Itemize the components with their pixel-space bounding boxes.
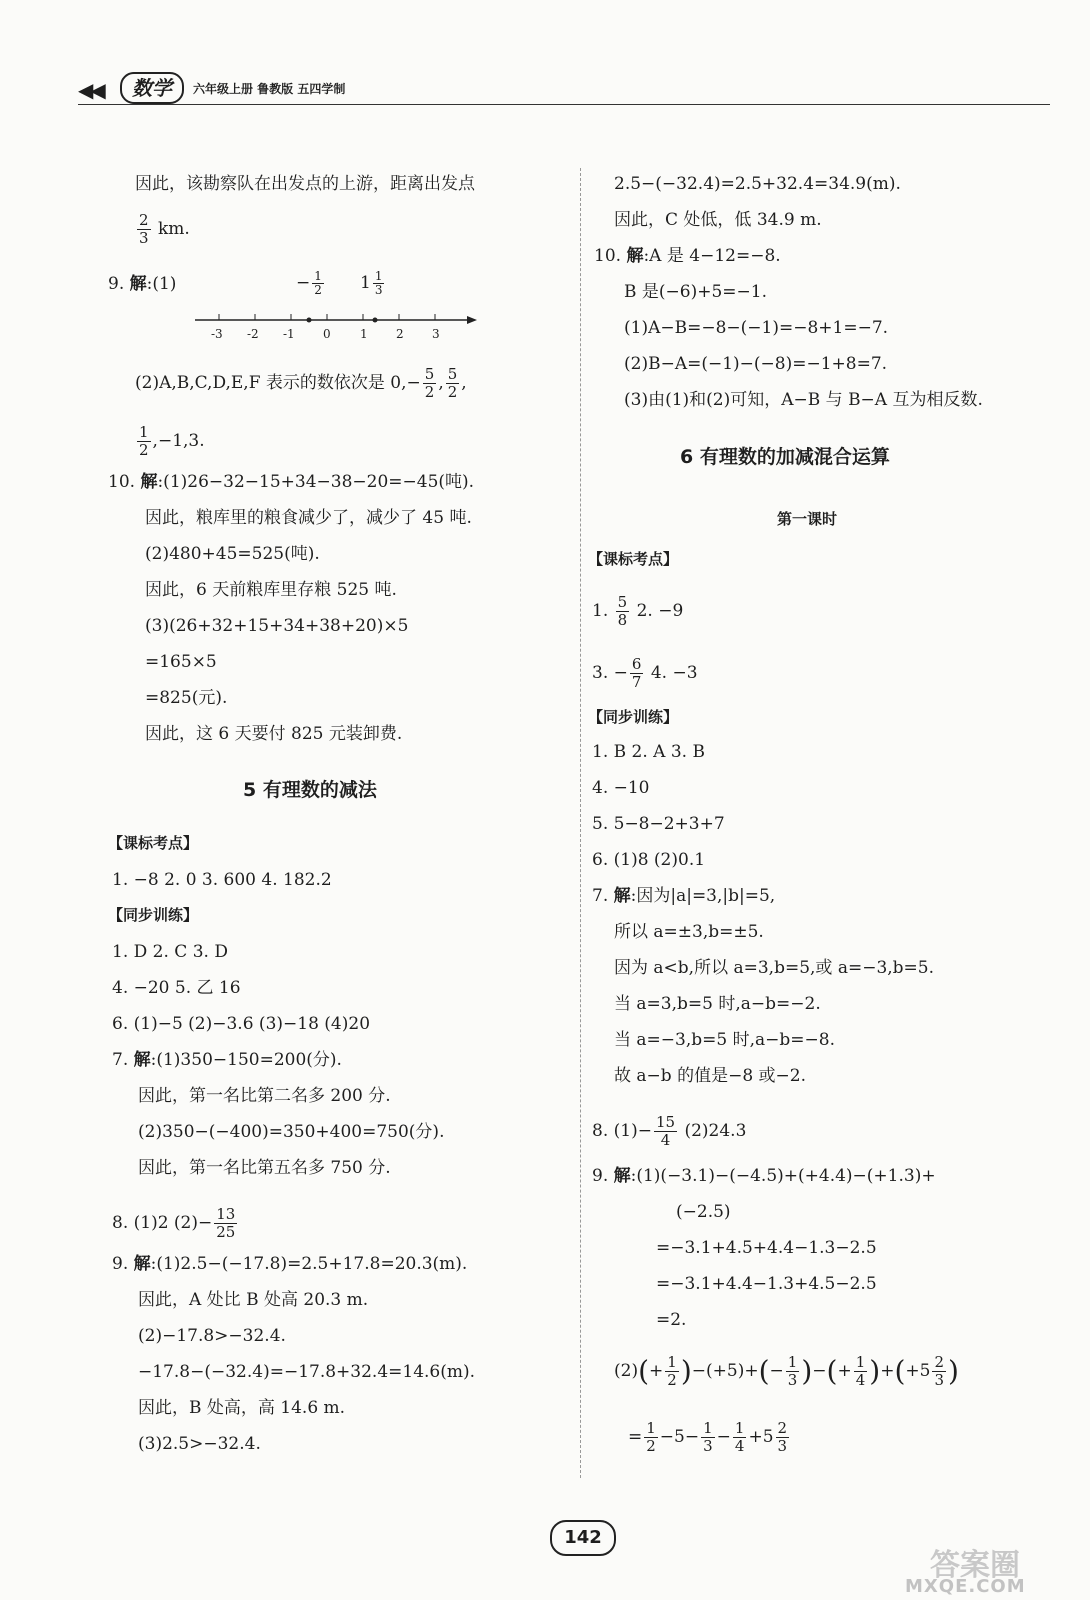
text-line: 因此，6 天前粮库里存粮 525 吨. [145, 580, 397, 600]
subject-badge: 数学 [120, 72, 184, 104]
text-line: =165×5 [145, 652, 217, 672]
text-line: 因此，A 处比 B 处高 20.3 m. [138, 1290, 369, 1310]
text-line: (2)350−(−400)=350+400=750(分). [138, 1122, 445, 1142]
text-line: 4. −10 [592, 778, 650, 798]
lesson-title: 第一课时 [777, 510, 838, 528]
text-line: (2)A,B,C,D,E,F 表示的数依次是 0,− $\frac{5}{2}$ , $\frac{5}{2}$ , [135, 365, 467, 401]
text-line: $\frac{1}{2}$ ,−1,3. [139, 423, 205, 459]
answer-line: 1. $\frac{5}{8}$ 2. −9 [592, 593, 684, 629]
subsection-title: 【同步训练】 [108, 906, 199, 924]
book-info: 六年级上册 鲁教版 五四学制 [193, 82, 346, 96]
text-line: 因此，粮库里的粮食减少了，减少了 45 吨. [145, 508, 472, 528]
column-divider [580, 168, 581, 1478]
tick-label: 0 [323, 327, 331, 341]
text-line: 4. −20 5. 乙 16 [112, 978, 241, 998]
text-line: (3)(26+32+15+34+38+20)×5 [145, 616, 409, 636]
text-line: 当 a=−3,b=5 时,a−b=−8. [614, 1030, 835, 1050]
point-label-one-third: 1 $\frac{1}{3}$ [360, 269, 383, 297]
text-line: 所以 a=±3,b=±5. [614, 922, 764, 942]
question-7r: 7. 解:因为|a|=3,|b|=5, [592, 886, 776, 906]
tick-label: 2 [396, 327, 404, 341]
tick-label: -2 [247, 327, 259, 341]
expression-line: = $\frac{1}{2}$ −5− $\frac{1}{3}$ − $\frac{1}{4}$ +5 $\frac{2}{3}$ [628, 1419, 788, 1455]
number-line-arrow [467, 316, 477, 324]
question-7: 7. 解:(1)350−150=200(分). [112, 1050, 342, 1070]
question-8: 8. (1)2 (2)− $\frac{13}{25}$ [112, 1205, 236, 1241]
text-line: (3)2.5>−32.4. [138, 1434, 261, 1454]
text-line: 6. (1)8 (2)0.1 [592, 850, 706, 870]
point-label-neg-half: − $\frac{1}{2}$ [296, 269, 322, 297]
question-9b: 9. 解:(1)2.5−(−17.8)=2.5+17.8=20.3(m). [112, 1254, 468, 1274]
subsection-title: 【课标考点】 [588, 550, 679, 568]
section-title: 5 有理数的减法 [243, 779, 377, 801]
text-line: B 是(−6)+5=−1. [624, 282, 767, 302]
subsection-title: 【同步训练】 [588, 708, 679, 726]
text-line: 2.5−(−32.4)=2.5+32.4=34.9(m). [614, 174, 901, 194]
text-line: (−2.5) [676, 1202, 731, 1222]
text-line: (2)B−A=(−1)−(−8)=−1+8=7. [624, 354, 888, 374]
fraction: $\frac{2}{3}$ [139, 211, 149, 247]
watermark: 答案圈 [930, 1548, 1020, 1583]
text-line: (2)480+45=525(吨). [145, 544, 320, 564]
text-line: =−3.1+4.4−1.3+4.5−2.5 [656, 1274, 877, 1294]
text-line: 5. 5−8−2+3+7 [592, 814, 725, 834]
text-line: $\frac{2}{3}$ km. [139, 211, 190, 247]
text-line: (3)由(1)和(2)可知，A−B 与 B−A 互为相反数. [624, 390, 983, 410]
text-line: −17.8−(−32.4)=−17.8+32.4=14.6(m). [138, 1362, 476, 1382]
tick-label: -3 [211, 327, 223, 341]
question-8r: 8. (1)− $\frac{15}{4}$ (2)24.3 [592, 1113, 747, 1149]
text-line: 1. D 2. C 3. D [112, 942, 228, 962]
text-line: (1)A−B=−8−(−1)=−8+1=−7. [624, 318, 889, 338]
text-line: 当 a=3,b=5 时,a−b=−2. [614, 994, 821, 1014]
text-line: 因此，第一名比第五名多 750 分. [138, 1158, 391, 1178]
text-line: 因为 a<b,所以 a=3,b=5,或 a=−3,b=5. [614, 958, 935, 978]
text-line: 6. (1)−5 (2)−3.6 (3)−18 (4)20 [112, 1014, 371, 1034]
text-line: =2. [656, 1310, 687, 1330]
text-line: 1. B 2. A 3. B [592, 742, 705, 762]
number-line [195, 288, 485, 346]
section-title: 6 有理数的加减混合运算 [680, 446, 890, 468]
header-rule [78, 104, 1050, 105]
tick-label: 1 [360, 327, 368, 341]
text-line: =−3.1+4.5+4.4−1.3−2.5 [656, 1238, 877, 1258]
text-line: 因此，B 处高，高 14.6 m. [138, 1398, 346, 1418]
double-arrow-icon: ◀◀ [78, 78, 103, 102]
page-header [78, 72, 1050, 104]
question-9r: 9. 解:(1)(−3.1)−(−4.5)+(+4.4)−(+1.3)+ [592, 1166, 936, 1186]
question-10: 10. 解:(1)26−32−15+34−38−20=−45(吨). [108, 472, 475, 492]
answer-line: 3. − $\frac{6}{7}$ 4. −3 [592, 655, 698, 691]
text-line: 因此，这 6 天要付 825 元装卸费. [145, 724, 403, 744]
text-line: 故 a−b 的值是−8 或−2. [614, 1066, 806, 1086]
question-10r: 10. 解:A 是 4−12=−8. [594, 246, 781, 266]
expression-line: (2)(+ $\frac{1}{2}$ )−(+5)+(− $\frac{1}{3}$ )−(+ $\frac{1}{4}$ )+(+5 $\frac{2}{3}$ ) [614, 1353, 959, 1389]
watermark-url: MXQE.COM [905, 1576, 1026, 1597]
tick-label: 3 [432, 327, 440, 341]
question-9: 9. 解:(1) [108, 274, 177, 294]
text-line: 因此，C 处低，低 34.9 m. [614, 210, 822, 230]
text-line: 因此，第一名比第二名多 200 分. [138, 1086, 391, 1106]
point-one-third [373, 318, 378, 323]
page-number: 142 [550, 1520, 616, 1556]
subsection-title: 【课标考点】 [108, 834, 199, 852]
tick-label: -1 [283, 327, 295, 341]
point-neg-half [307, 318, 312, 323]
text-line: (2)−17.8>−32.4. [138, 1326, 286, 1346]
text-line: 因此，该勘察队在出发点的上游，距离出发点 [135, 174, 475, 194]
text-line: =825(元). [145, 688, 228, 708]
text-line: 1. −8 2. 0 3. 600 4. 182.2 [112, 870, 332, 890]
